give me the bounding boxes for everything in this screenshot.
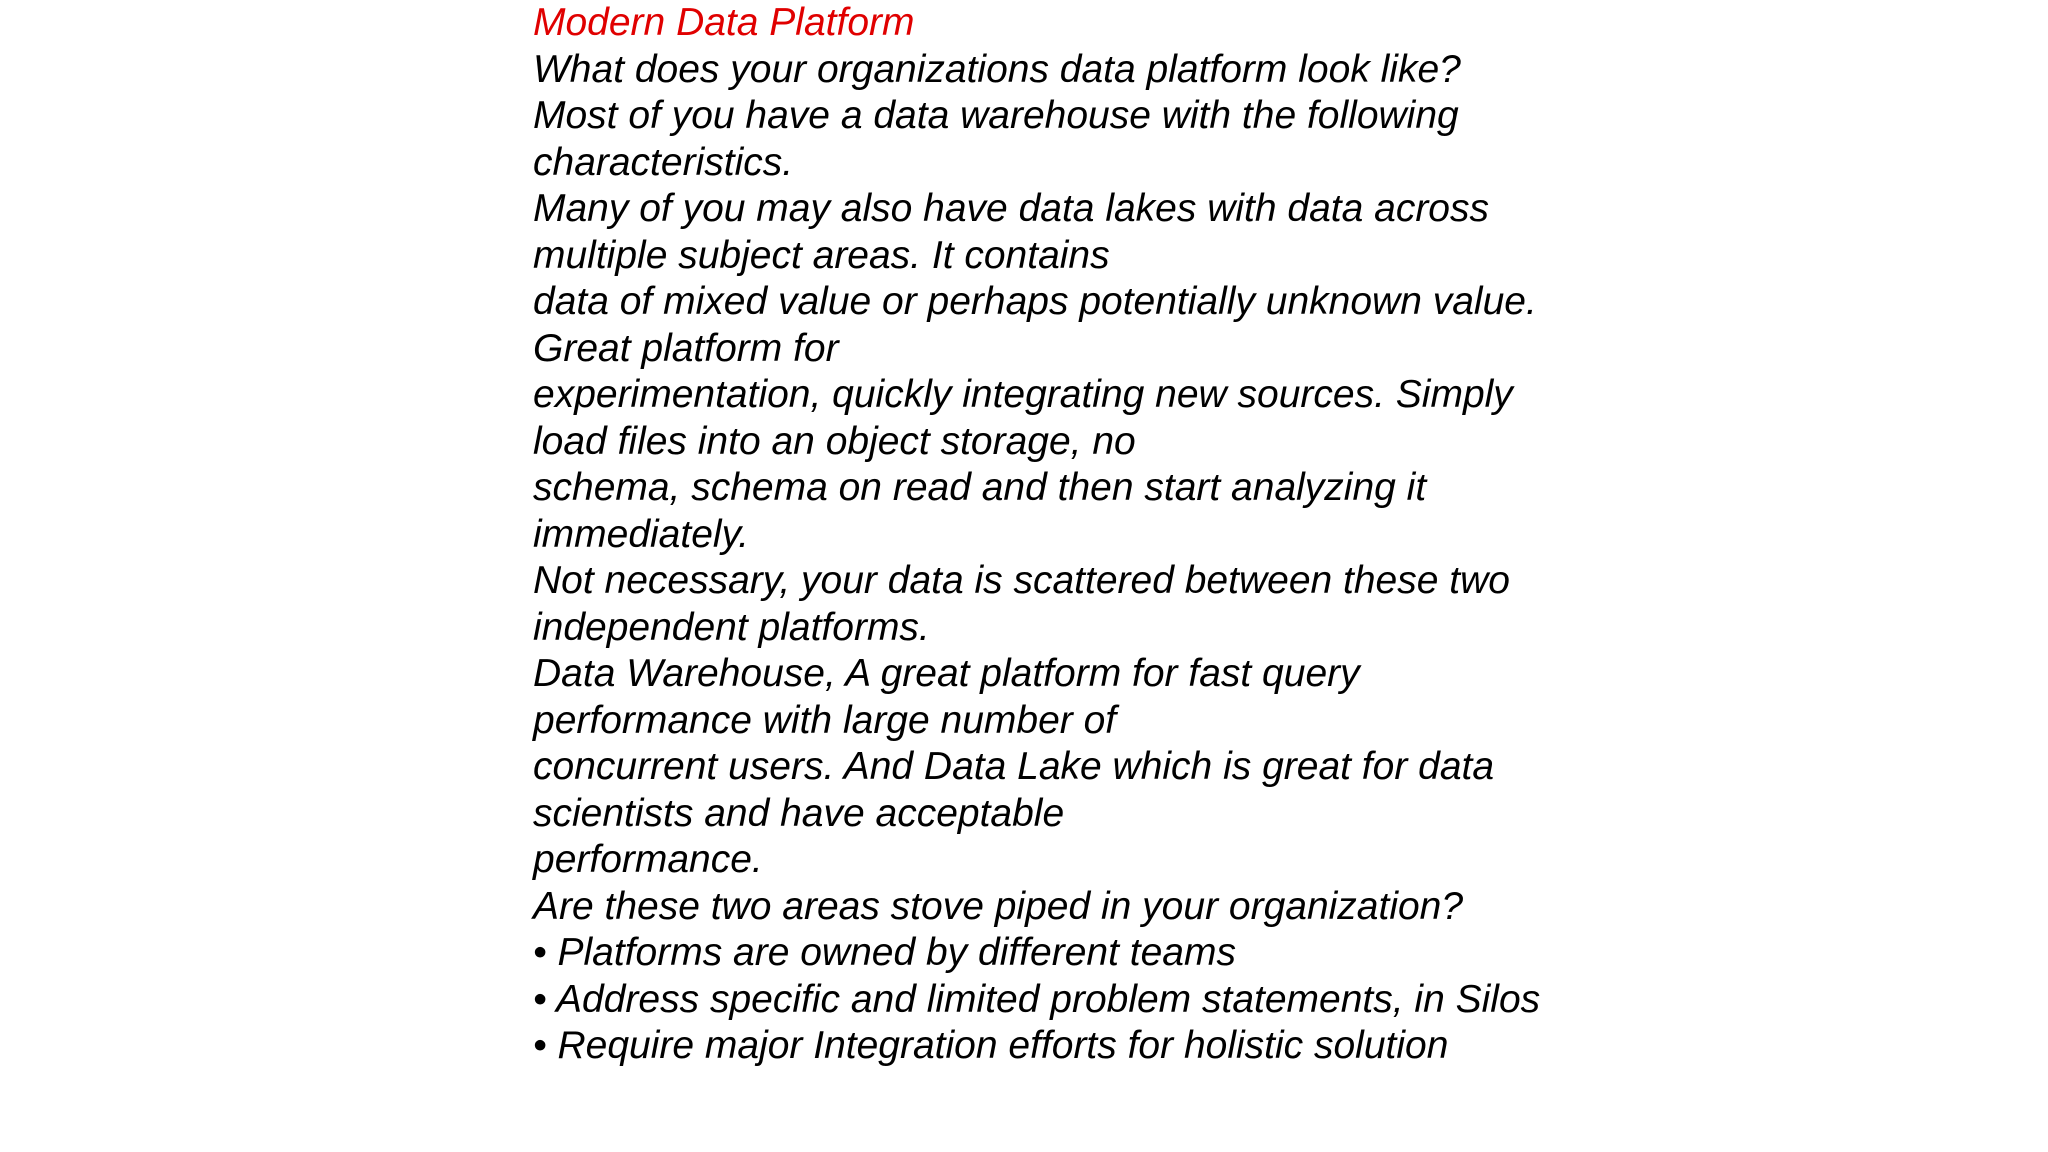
- text-line: Many of you may also have data lakes with data across: [533, 187, 1489, 230]
- text-line: load files into an object storage, no: [533, 419, 1136, 463]
- bullet-item: • Address specific and limited problem statements, in Silos: [533, 977, 1541, 1021]
- text-line: Are these two areas stove piped in your organization?: [533, 884, 1464, 928]
- text-line: data of mixed value or perhaps potentially unknown value.: [533, 280, 1537, 323]
- bullet-item: • Require major Integration efforts for holistic solution: [533, 1024, 1449, 1067]
- slide-title: Modern Data Platform: [533, 1, 915, 44]
- text-line: experimentation, quickly integrating new sources. Simply: [533, 373, 1513, 416]
- text-line: immediately.: [533, 512, 750, 556]
- text-line: Great platform for: [533, 326, 839, 370]
- text-line: Not necessary, your data is scattered between these two: [533, 559, 1510, 602]
- text-line: schema, schema on read and then start analyzing it: [533, 466, 1427, 509]
- text-line: characteristics.: [533, 140, 794, 184]
- slide-text-block: [533, 0, 2033, 1070]
- text-line: What does your organizations data platform look like?: [533, 47, 1461, 91]
- text-line: Most of you have a data warehouse with the following: [533, 94, 1459, 137]
- text-line: concurrent users. And Data Lake which is great for data: [533, 745, 1495, 788]
- text-line: performance with large number of: [533, 698, 1117, 742]
- text-line: independent platforms.: [533, 605, 930, 649]
- text-line: multiple subject areas. It contains: [533, 233, 1110, 277]
- text-line: scientists and have acceptable: [533, 791, 1065, 835]
- text-line: Data Warehouse, A great platform for fast query: [533, 652, 1360, 695]
- text-line: performance.: [533, 838, 763, 881]
- bullet-item: • Platforms are owned by different teams: [533, 931, 1236, 974]
